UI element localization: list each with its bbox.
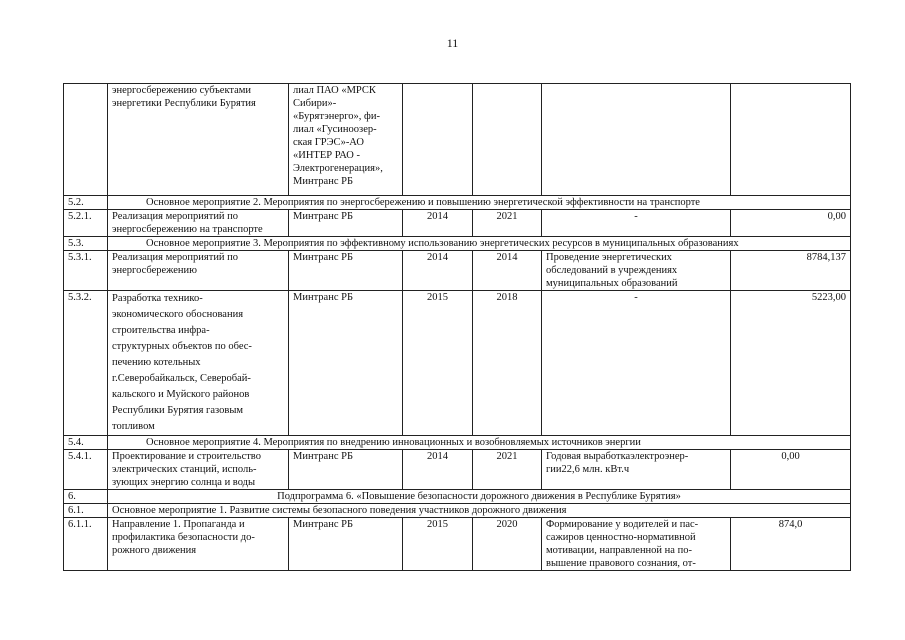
text-line: Проектирование и строительство <box>112 451 261 462</box>
funding-cell: 874,0 <box>731 518 851 571</box>
section-title: Основное мероприятие 3. Мероприятия по эффективному использованию энергетических ресурсов в муниципальных образованиях <box>108 237 851 251</box>
text-line: энергосбережению на транспорте <box>112 224 263 235</box>
text-line: Проведение энергетических <box>546 252 672 263</box>
end-year-cell: 2020 <box>473 518 542 571</box>
section-title: Основное мероприятие 2. Мероприятия по энергосбережению и повышению энергетической эффективности на транспорте <box>108 196 851 210</box>
text-line: энергетики Республики Бурятия <box>112 98 256 109</box>
text-line: Формирование у водителей и пас- <box>546 519 699 530</box>
activity-name-cell <box>108 518 289 571</box>
text-line: экономического обоснования <box>112 309 244 320</box>
text-line: лиал «Гусиноозер- <box>293 124 377 135</box>
result-cell <box>542 518 731 571</box>
text-line: профилактика безопасности до- <box>112 532 255 543</box>
funding-cell: 5223,00 <box>731 291 851 436</box>
funding-cell <box>731 84 851 196</box>
text-line: лиал ПАО «МРСК <box>293 85 376 96</box>
result-cell <box>542 251 731 291</box>
end-year-cell <box>473 84 542 196</box>
result-cell <box>542 450 731 490</box>
table-row <box>64 251 851 291</box>
text-line: «ИНТЕР РАО - <box>293 150 360 161</box>
text-line: печению котельных <box>112 357 201 368</box>
table-row <box>64 518 851 571</box>
activity-name-cell <box>108 251 289 291</box>
section-row <box>64 436 851 450</box>
executor-cell: Минтранс РБ <box>289 518 403 571</box>
start-year-cell: 2014 <box>403 210 473 237</box>
activity-name-cell <box>108 291 289 436</box>
row-number-cell: 5.4.1. <box>64 450 108 490</box>
subprogram-row <box>64 490 851 504</box>
table-row <box>64 84 851 196</box>
text-line: зующих энергию солнца и воды <box>112 477 256 488</box>
start-year-cell: 2014 <box>403 251 473 291</box>
text-line: ская ГРЭС»-АО <box>293 137 364 148</box>
table-row <box>64 291 851 436</box>
executor-cell: Минтранс РБ <box>289 251 403 291</box>
text-line: кальского и Муйского районов <box>112 389 250 400</box>
end-year-cell: 2021 <box>473 210 542 237</box>
text-line: Направление 1. Пропаганда и <box>112 519 245 530</box>
text-line: энергосбережению субъектами <box>112 85 252 96</box>
text-line: обследований в учреждениях <box>546 265 678 276</box>
end-year-cell: 2014 <box>473 251 542 291</box>
result-cell: - <box>542 210 731 237</box>
row-number-cell: 5.2.1. <box>64 210 108 237</box>
row-number-cell: 5.3.1. <box>64 251 108 291</box>
page-number: 11 <box>446 36 459 50</box>
text-line: Реализация мероприятий по <box>112 252 239 263</box>
text-line: Минтранс РБ <box>293 176 353 187</box>
row-number-cell <box>64 84 108 196</box>
start-year-cell: 2014 <box>403 450 473 490</box>
text-line: Годовая выработкаэлектроэнер- <box>546 451 689 462</box>
text-line: сажиров ценностно-нормативной <box>546 532 696 543</box>
row-number-cell: 6. <box>64 490 108 504</box>
row-number-cell: 5.3. <box>64 237 108 251</box>
table-row <box>64 210 851 237</box>
row-number-cell: 6.1.1. <box>64 518 108 571</box>
row-number-cell: 6.1. <box>64 504 108 518</box>
start-year-cell: 2015 <box>403 518 473 571</box>
text-line: рожного движения <box>112 545 197 556</box>
text-line: Сибири»- <box>293 98 337 109</box>
executor-cell: Минтранс РБ <box>289 450 403 490</box>
text-line: Реализация мероприятий по <box>112 211 239 222</box>
end-year-cell: 2018 <box>473 291 542 436</box>
text-line: Республики Бурятия газовым <box>112 405 244 416</box>
text-line: г.Северобайкальск, Северобай- <box>112 373 251 384</box>
program-activities-table <box>63 83 851 571</box>
text-line: строительства инфра- <box>112 325 210 336</box>
row-number-cell: 5.3.2. <box>64 291 108 436</box>
text-line: муниципальных образований <box>546 278 678 289</box>
funding-cell: 0,00 <box>731 210 851 237</box>
text-line: топливом <box>112 421 155 432</box>
activity-name-cell <box>108 450 289 490</box>
activity-name-cell <box>108 210 289 237</box>
section-row <box>64 504 851 518</box>
section-title: Основное мероприятие 4. Мероприятия по внедрению инновационных и возобновляемых источников энергии <box>108 436 851 450</box>
executor-cell <box>289 84 403 196</box>
funding-cell: 0,00 <box>731 450 851 490</box>
activity-name-cell <box>108 84 289 196</box>
text-line: вышение правового сознания, от- <box>546 558 696 569</box>
table-row <box>64 450 851 490</box>
text-line: мотивации, направленной на по- <box>546 545 692 556</box>
end-year-cell: 2021 <box>473 450 542 490</box>
text-line: Электрогенерация», <box>293 163 383 174</box>
text-line: гии22,6 млн. кВт.ч <box>546 464 630 475</box>
subprogram-title: Подпрограмма 6. «Повышение безопасности дорожного движения в Республике Бурятия» <box>108 490 851 504</box>
section-row <box>64 196 851 210</box>
executor-cell: Минтранс РБ <box>289 210 403 237</box>
section-row <box>64 237 851 251</box>
section-title: Основное мероприятие 1. Развитие системы безопасного поведения участников дорожного движения <box>108 504 851 518</box>
result-cell <box>542 84 731 196</box>
text-line: энергосбережению <box>112 265 198 276</box>
text-line: структурных объектов по обес- <box>112 341 252 352</box>
result-cell: - <box>542 291 731 436</box>
funding-cell: 8784,137 <box>731 251 851 291</box>
row-number-cell: 5.4. <box>64 436 108 450</box>
executor-cell: Минтранс РБ <box>289 291 403 436</box>
text-line: «Бурятэнерго», фи- <box>293 111 380 122</box>
text-line: Разработка технико- <box>112 293 203 304</box>
row-number-cell: 5.2. <box>64 196 108 210</box>
text-line: электрических станций, исполь- <box>112 464 257 475</box>
start-year-cell: 2015 <box>403 291 473 436</box>
start-year-cell <box>403 84 473 196</box>
